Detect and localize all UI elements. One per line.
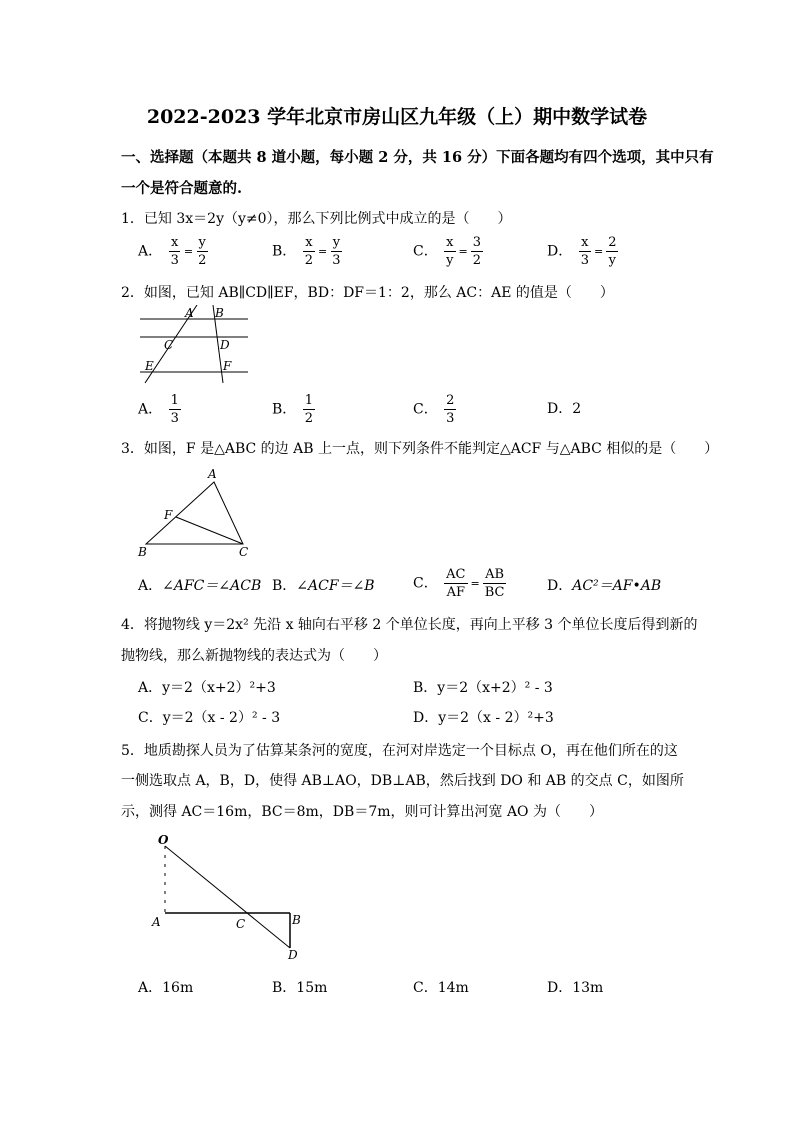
- denominator: 2: [304, 253, 314, 268]
- fraction: [483, 568, 507, 599]
- option-text: 15m: [296, 980, 328, 996]
- option-text: 2: [572, 401, 582, 417]
- fraction: [303, 236, 315, 267]
- option-text: 14m: [437, 980, 469, 996]
- numerator: 3: [472, 235, 482, 250]
- segment-fc: [176, 517, 243, 544]
- label-f: F: [223, 359, 232, 373]
- denominator: y: [446, 253, 454, 268]
- question-1-option-a: [138, 236, 210, 267]
- option-letter: C．: [413, 401, 438, 418]
- option-letter: A．: [138, 243, 163, 260]
- label-c: C: [239, 545, 249, 559]
- question-4-option-b: [413, 677, 553, 697]
- fraction: [579, 236, 591, 267]
- fraction-expression: [167, 236, 211, 267]
- fraction: [444, 568, 467, 599]
- option-text: y＝2（x - 2）² - 3: [162, 710, 281, 726]
- option-letter: B．: [272, 578, 297, 594]
- question-4-option-a: [138, 677, 276, 697]
- option-letter: C．: [138, 710, 163, 726]
- option-text: 16m: [162, 980, 194, 996]
- fraction-expression: [577, 236, 621, 267]
- question-3-option-c: [413, 568, 508, 599]
- parallel-lines-figure: [135, 305, 255, 385]
- label-f: F: [164, 508, 173, 522]
- fraction: [303, 394, 315, 425]
- question-2-option-d: [547, 398, 581, 418]
- option-letter: D．: [547, 980, 573, 996]
- equals-sign: =: [458, 245, 468, 258]
- triangle-figure: [136, 465, 256, 560]
- page-title: 2022-2023 学年北京市房山区九年级（上）期中数学试卷: [146, 106, 648, 128]
- option-text: ∠AFC＝∠ACB: [162, 578, 262, 594]
- label-b: B: [292, 913, 301, 927]
- numerator: y: [332, 235, 341, 250]
- denominator: 3: [332, 253, 341, 268]
- segment-od: [165, 846, 290, 948]
- question-4-option-d: [413, 707, 554, 727]
- option-letter: A．: [138, 980, 163, 996]
- question-5-option-c: [413, 977, 469, 997]
- option-letter: B．: [413, 680, 438, 696]
- fraction: [471, 236, 483, 267]
- question-4-stem-line1: 4．将抛物线 y＝2x² 先沿 x 轴向右平移 2 个单位长度，再向上平移 3 个单位长度后得到新的: [121, 617, 698, 633]
- denominator: y: [608, 253, 616, 268]
- question-3-stem: 3．如图，F 是△ABC 的边 AB 上一点，则下列条件不能判定△ACF 与△ABC 相似的是（ ）: [121, 441, 719, 457]
- option-letter: C．: [413, 575, 438, 592]
- question-4-stem-line2: 抛物线，那么新抛物线的表达式为（ ）: [121, 648, 387, 664]
- label-d: D: [220, 338, 230, 352]
- label-b: B: [138, 545, 147, 559]
- option-letter: B．: [272, 401, 297, 418]
- fraction: [444, 236, 455, 267]
- option-letter: D．: [547, 401, 573, 417]
- label-a: A: [152, 915, 161, 929]
- numerator: x: [446, 235, 454, 250]
- question-3-option-a: [138, 575, 261, 595]
- river-width-figure: [148, 832, 308, 962]
- denominator: BC: [484, 585, 505, 600]
- option-text: 13m: [572, 980, 604, 996]
- option-letter: C．: [413, 980, 438, 996]
- equals-sign: =: [593, 245, 604, 258]
- denominator: 3: [580, 253, 589, 268]
- denominator: 2: [304, 411, 314, 426]
- option-letter: B．: [272, 980, 297, 996]
- fraction: [444, 394, 456, 425]
- fraction: [196, 236, 208, 267]
- question-5-stem-line1: 5．地质勘探人员为了估算某条河的宽度，在河对岸选定一个目标点 O，再在他们所在的这: [121, 743, 678, 759]
- option-text: y＝2（x+2）²+3: [162, 680, 276, 696]
- option-text: ∠ACF＝∠B: [296, 578, 375, 594]
- label-a: A: [208, 467, 217, 481]
- question-5-stem-line3: 示，测得 AC＝16m，BC＝8m，DB＝7m，则可计算出河宽 AO 为（ ）: [121, 804, 603, 820]
- question-5-option-d: [547, 977, 603, 997]
- section-header-line1: 一、选择题（本题共 8 道小题，每小题 2 分，共 16 分）下面各题均有四个选项，其中只有: [121, 149, 714, 166]
- question-2-option-a: [138, 394, 183, 425]
- triangle-abc: [146, 482, 243, 544]
- fraction-expression: [442, 568, 508, 599]
- denominator: 3: [170, 411, 179, 426]
- label-d: D: [288, 948, 298, 962]
- question-3-option-b: [272, 575, 375, 595]
- numerator: x: [305, 235, 313, 250]
- option-text: y＝2（x - 2）²+3: [438, 710, 554, 726]
- option-text: y＝2（x+2）² - 3: [437, 680, 553, 696]
- equals-sign: =: [318, 245, 328, 258]
- fraction: [169, 394, 181, 425]
- option-letter: B．: [272, 243, 297, 260]
- option-letter: C．: [413, 243, 438, 260]
- numerator: x: [581, 235, 589, 250]
- question-5-stem-line2: 一侧选取点 A，B，D，使得 AB⊥AO，DB⊥AB，然后找到 DO 和 AB 的交点 C，如图所: [121, 773, 684, 789]
- option-letter: A．: [138, 578, 163, 594]
- denominator: 2: [472, 253, 482, 268]
- question-5-option-a: [138, 977, 193, 997]
- option-letter: D．: [547, 243, 573, 260]
- fraction-expression: [301, 236, 345, 267]
- section-header-line2: 一个是符合题意的.: [121, 180, 243, 197]
- label-c: C: [164, 338, 174, 352]
- equals-sign: =: [183, 245, 194, 258]
- denominator: 3: [170, 253, 179, 268]
- numerator: AC: [446, 567, 466, 582]
- option-letter: A．: [138, 401, 163, 418]
- option-letter: D．: [413, 710, 439, 726]
- numerator: 1: [170, 393, 179, 408]
- question-4-option-c: [138, 707, 280, 727]
- option-letter: A．: [138, 680, 163, 696]
- question-1-option-d: [547, 236, 620, 267]
- label-b: B: [215, 306, 224, 320]
- denominator: 3: [446, 411, 455, 426]
- numerator: 2: [608, 235, 617, 250]
- option-text: AC²＝AF•AB: [572, 578, 662, 594]
- question-1-option-c: [413, 236, 485, 267]
- option-letter: D．: [547, 578, 573, 594]
- fraction-expression: [442, 236, 485, 267]
- fraction: [330, 236, 342, 267]
- question-2-option-b: [272, 394, 317, 425]
- question-5-option-b: [272, 977, 327, 997]
- numerator: 2: [446, 393, 455, 408]
- fraction: [606, 236, 618, 267]
- denominator: AF: [446, 585, 466, 600]
- question-2-option-c: [413, 394, 458, 425]
- numerator: 1: [304, 393, 314, 408]
- numerator: y: [198, 235, 206, 250]
- label-e: E: [145, 359, 154, 373]
- question-1-option-b: [272, 236, 345, 267]
- question-2-stem: 2．如图，已知 AB∥CD∥EF，BD：DF＝1：2，那么 AC：AE 的值是（ ）: [121, 285, 614, 301]
- numerator: x: [171, 235, 179, 250]
- label-a: A: [185, 306, 194, 320]
- numerator: AB: [485, 567, 505, 582]
- fraction: [169, 236, 181, 267]
- question-3-option-d: [547, 575, 661, 595]
- label-o: O: [158, 833, 169, 847]
- equals-sign: =: [470, 577, 480, 590]
- label-c: C: [236, 917, 246, 931]
- question-1-stem: 1．已知 3x＝2y（y≠0），那么下列比例式中成立的是（ ）: [121, 211, 512, 227]
- denominator: 2: [198, 253, 207, 268]
